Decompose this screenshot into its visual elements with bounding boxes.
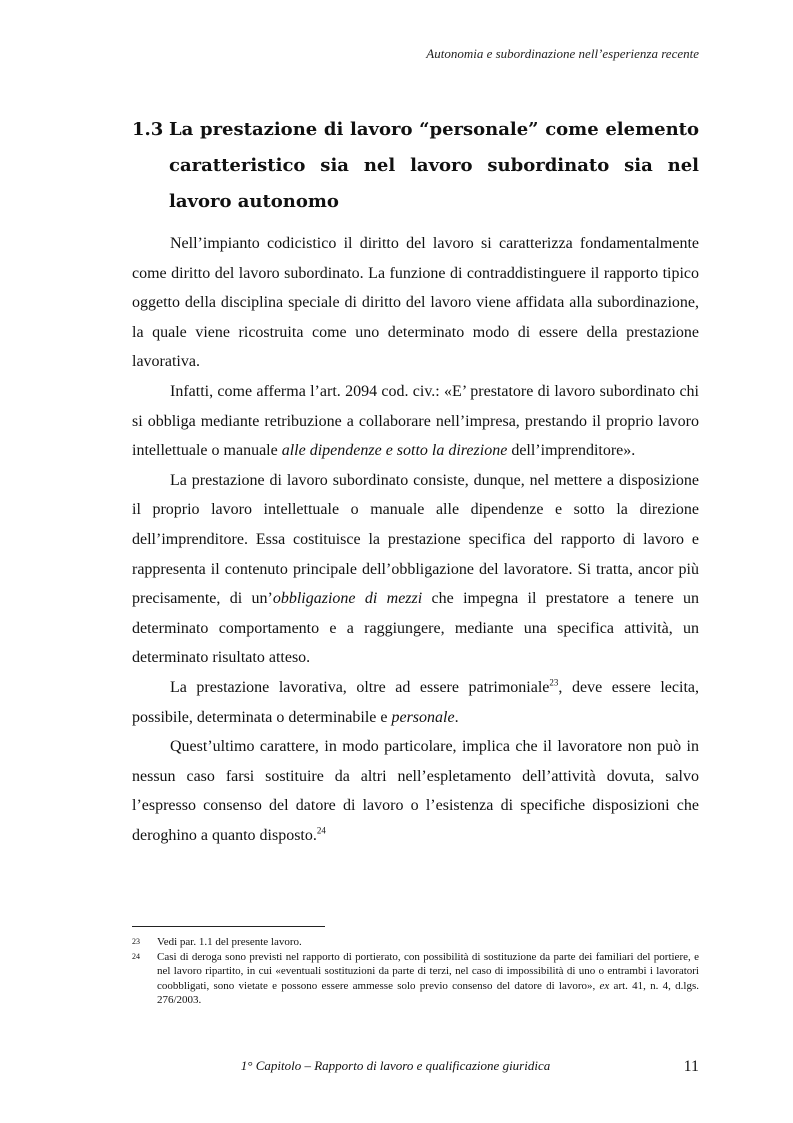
emphasis-text: obbligazione di mezzi [272, 590, 423, 608]
chapter-footer: 1° Capitolo – Rapporto di lavoro e qualificazione giuridica [240, 1058, 551, 1073]
footnote-ref-23[interactable]: 23 [549, 677, 559, 688]
footnote-divider [132, 926, 325, 927]
footnote-23 [132, 935, 699, 950]
paragraph-4: La prestazione lavorativa, oltre ad essere patrimoniale$^{23}$, deve essere lecita, possibile, determinata o determinabile e personale. [132, 677, 700, 726]
paragraph-3: La prestazione di lavoro subordinato consiste, dunque, nel mettere a disposizione il proprio lavoro intellettuale o manuale alle dipendenze e sotto la direzione dell’imprenditore. Essa costituisce la prestazione specifica del rapporto di lavoro e rappresenta il contenuto principale dell’obbligazione del lavoratore. Si tratta, ancor più precisamente, di un’obbligazione di mezzi che impegna il prestatore a tenere un determinato comportamento e a raggiungere, mediante una specifica attività, un determinato risultato atteso. [132, 471, 700, 667]
paragraph-2: Infatti, come afferma l’art. 2094 cod. civ.: «E’ prestatore di lavoro subordinato chi si obbliga mediante retribuzione a collaborare nell’impresa, prestando il proprio lavoro intellettuale o manuale alle dipendenze e sotto la direzione dell’imprenditore». [132, 382, 699, 460]
footnote-number: 23 [132, 937, 140, 946]
footnote-text: Vedi par. 1.1 del presente lavoro. [157, 936, 302, 948]
emphasis-text: personale [391, 708, 455, 726]
emphasis-text: ex [599, 979, 610, 992]
footnote-24: 24 Casi di deroga sono previsti nel rapporto di portierato, con possibilità di sostituzione da parte dei familiari del portiere, e nel lavoro ripartito, in cui «eventuali sostituzioni da parte di terzi, nel caso di impossibilità di uno o entrambi i lavoratori coobbligati, sono vietate e possono essere ammesse solo previo consenso del datore di lavoro», ex art. 41, n. 4, d.lgs. 276/2003. [132, 950, 699, 1006]
paragraph-1: Nell’impianto codicistico il diritto del lavoro si caratterizza fondamentalmente come diritto del lavoro subordinato. La funzione di contraddistinguere il rapporto tipico oggetto della disciplina speciale di diritto del lavoro viene affidata alla subordinazione, la quale viene ricostruita come uno determinato modo di essere della prestazione lavorativa. [132, 235, 699, 371]
footnote-text: Casi di deroga sono previsti nel rapporto di portierato, con possibilità di sostituzione da parte dei familiari del portiere, e nel lavoro ripartito, in cui «eventuali sostituzioni da parte di terzi, nel caso di impossibilità di uno o entrambi i lavoratori coobbligati, sono vietate e possono essere ammesse solo previo consenso del datore di lavoro», [157, 950, 699, 992]
footnotes [132, 935, 699, 1008]
paragraph-5: Quest’ultimo carattere, in modo particolare, implica che il lavoratore non può in nessun caso farsi sostituire da altri nell’espletamento dell’attività dovuta, salvo l’espresso consenso del datore di lavoro o l’esistenza di specifiche disposizioni che deroghino a quanto disposto.$^{24}$ [132, 738, 699, 844]
section-heading [132, 112, 699, 220]
section-title: La prestazione di lavoro “personale” come elemento caratteristico sia nel lavoro subordinato sia nel lavoro autonomo [169, 119, 699, 212]
body-text [132, 229, 699, 850]
footnote-number: 24 [132, 951, 140, 961]
emphasis-text: alle dipendenze e sotto la direzione [281, 442, 508, 460]
section-number: 1.3 [132, 119, 164, 140]
footnote-ref-24[interactable]: 24 [316, 825, 326, 836]
running-header: Autonomia e subordinazione nell’esperienza recente [426, 46, 699, 61]
page-number: 11 [683, 1058, 699, 1075]
